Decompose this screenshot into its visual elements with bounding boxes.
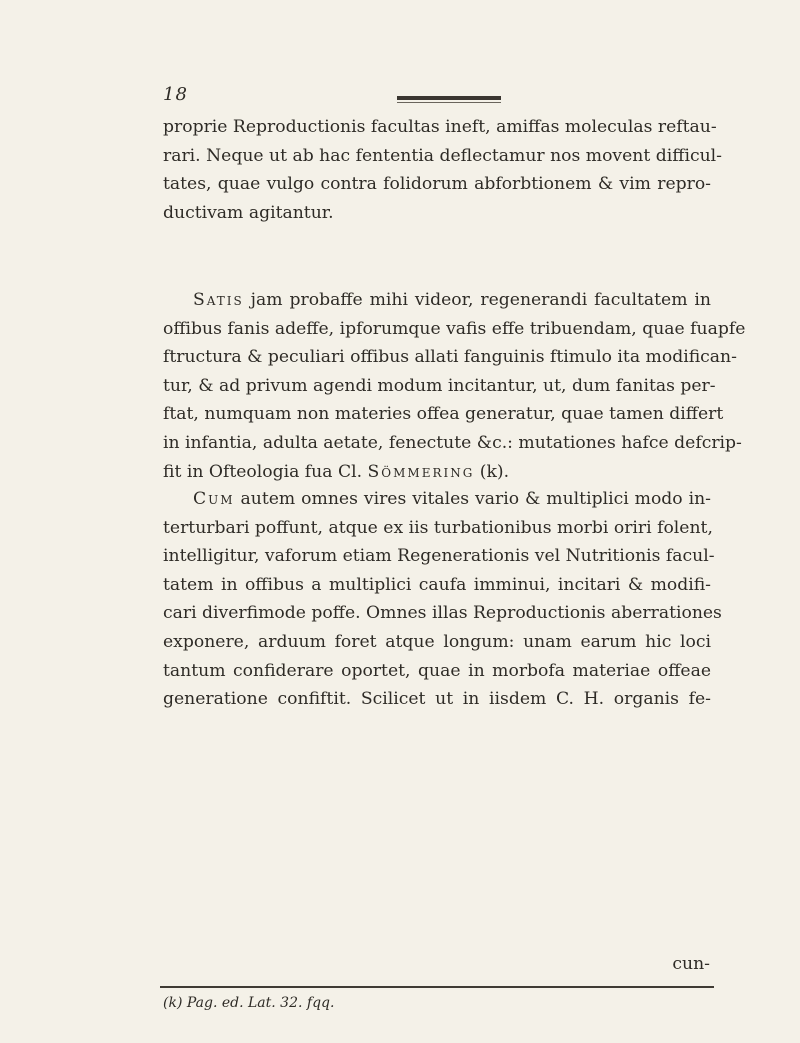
paragraph-lead-word: Cum <box>193 489 235 509</box>
text-line: cari diverfimode poffe. Omnes illas Reproductionis aberrationes <box>163 603 722 624</box>
text-line: offibus fanis adeffe, ipforumque vafis effe tribuendam, quae fuapfe <box>163 318 746 339</box>
text-line: rari. Neque ut ab hac fententia deflectamur nos movent difficul- <box>163 145 722 166</box>
author-name: Sömmering <box>367 461 475 482</box>
text-line: ductivam agitantur. <box>163 202 334 223</box>
text-fragment: jam probaffe mihi videor, regenerandi facultatem in <box>243 290 711 310</box>
text-line: ftat, numquam non materies offea generatur, quae tamen differt <box>163 404 724 425</box>
text-line: tur, & ad privum agendi modum incitantur, ut, dum fanitas per- <box>163 375 716 396</box>
paragraph-3 <box>163 485 722 714</box>
text-line: intelligitur, vaforum etiam Regenerationis vel Nutritionis facul- <box>163 546 715 567</box>
text-line: tatem in offibus a multiplici caufa imminui, incitari & modifi- <box>163 574 711 595</box>
text-line: generatione confiftit. Scilicet ut in iisdem C. H. organis fe- <box>163 689 711 710</box>
text-line: tates, quae vulgo contra folidorum abforbtionem & vim repro- <box>163 174 711 195</box>
text-line: exponere, arduum foret atque longum: unam earum hic loci <box>163 631 711 652</box>
text-line: terturbari poffunt, atque ex iis turbationibus morbi oriri folent, <box>163 517 713 538</box>
footnote-rule <box>160 986 714 988</box>
paragraph-1 <box>163 113 722 227</box>
text-line <box>163 286 711 315</box>
header-rule <box>397 96 501 100</box>
footnote-reference: (k). <box>474 461 510 482</box>
footnote: (k) Pag. ed. Lat. 32. fqq. <box>163 995 335 1011</box>
text-line: tantum confiderare oportet, quae in morbofa materiae offeae <box>163 660 711 681</box>
page-number: 18 <box>163 84 188 105</box>
text-fragment: autem omnes vires vitales vario & multiplici modo in- <box>234 489 711 509</box>
text-line: proprie Reproductionis facultas ineft, amiffas moleculas reftau- <box>163 117 717 137</box>
paragraph-lead-word: Satis <box>193 290 244 310</box>
catchword: cun- <box>672 954 710 974</box>
text-line: ftructura & peculiari offibus allati fanguinis ftimulo ita modifican- <box>163 347 737 368</box>
text-line <box>163 458 711 487</box>
text-line <box>163 485 711 514</box>
text-line: in infantia, adulta aetate, fenectute &c.: mutationes hafce defcrip- <box>163 432 742 453</box>
paragraph-2 <box>163 286 746 486</box>
text-fragment: fit in Ofteologia fua Cl. <box>163 461 368 482</box>
